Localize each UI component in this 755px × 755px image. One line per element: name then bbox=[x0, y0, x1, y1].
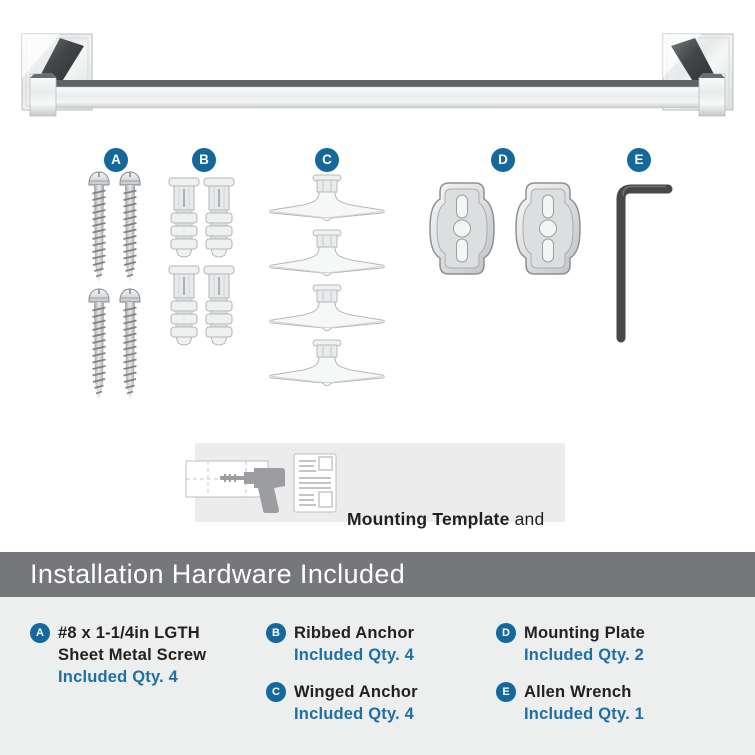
hardware-item-mounting-plate bbox=[496, 622, 645, 666]
note-rest-1: and bbox=[509, 509, 545, 529]
screw-icon bbox=[86, 287, 112, 405]
winged-anchor-icon bbox=[267, 174, 387, 228]
mounting-plate-icon bbox=[515, 181, 581, 276]
item-badge-d: D bbox=[496, 623, 516, 643]
banner-title: Installation Hardware Included bbox=[30, 559, 406, 589]
ribbed-anchor-icon bbox=[168, 177, 200, 259]
item-text bbox=[58, 622, 206, 688]
section-banner bbox=[0, 552, 755, 597]
item-name-line: #8 x 1-1/4in LGTH bbox=[58, 624, 200, 642]
item-qty: Included Qty. 4 bbox=[294, 705, 415, 723]
diagram-badge-a: A bbox=[104, 148, 128, 172]
item-qty: Included Qty. 1 bbox=[524, 705, 645, 723]
item-qty: Included Qty. 4 bbox=[294, 646, 415, 664]
ribbed-anchor-icon bbox=[168, 265, 200, 347]
hardware-item-screw bbox=[30, 622, 206, 688]
item-badge-a: A bbox=[30, 623, 50, 643]
hardware-item-ribbed-anchor bbox=[266, 622, 414, 666]
screw-icon bbox=[117, 170, 143, 288]
diagram-badge-c: C bbox=[315, 148, 339, 172]
item-text bbox=[294, 622, 414, 666]
item-text bbox=[524, 622, 645, 666]
note-bold-template: Mounting Template bbox=[347, 509, 510, 529]
ribbed-anchor-icon bbox=[203, 265, 235, 347]
item-name-line: Mounting Plate bbox=[524, 624, 646, 642]
item-name-line: Allen Wrench bbox=[524, 683, 632, 701]
winged-anchor-icon bbox=[267, 229, 387, 283]
screw-icon bbox=[86, 170, 112, 288]
instructions-doc-icon bbox=[294, 454, 336, 512]
towel-bar-image bbox=[0, 0, 755, 140]
diagram-badge-e: E bbox=[627, 148, 651, 172]
item-name-line: Winged Anchor bbox=[294, 683, 418, 701]
item-qty: Included Qty. 4 bbox=[58, 668, 179, 686]
item-badge-e: E bbox=[496, 682, 516, 702]
item-text bbox=[294, 681, 418, 725]
ribbed-anchor-icon bbox=[203, 177, 235, 259]
hardware-item-winged-anchor bbox=[266, 681, 418, 725]
item-badge-b: B bbox=[266, 623, 286, 643]
winged-anchor-icon bbox=[267, 339, 387, 393]
diagram-badge-d: D bbox=[491, 148, 515, 172]
allen-wrench-icon bbox=[595, 170, 695, 350]
winged-anchor-icon bbox=[267, 284, 387, 338]
diagram-badge-b: B bbox=[192, 148, 216, 172]
item-name-line: Ribbed Anchor bbox=[294, 624, 415, 642]
item-qty: Included Qty. 2 bbox=[524, 646, 645, 664]
item-text bbox=[524, 681, 644, 725]
screw-icon bbox=[117, 287, 143, 405]
hardware-item-allen-wrench bbox=[496, 681, 644, 725]
mounting-plate-icon bbox=[429, 181, 495, 276]
item-name-line: Sheet Metal Screw bbox=[58, 646, 207, 664]
item-badge-c: C bbox=[266, 682, 286, 702]
drill-template-icon bbox=[178, 448, 343, 518]
